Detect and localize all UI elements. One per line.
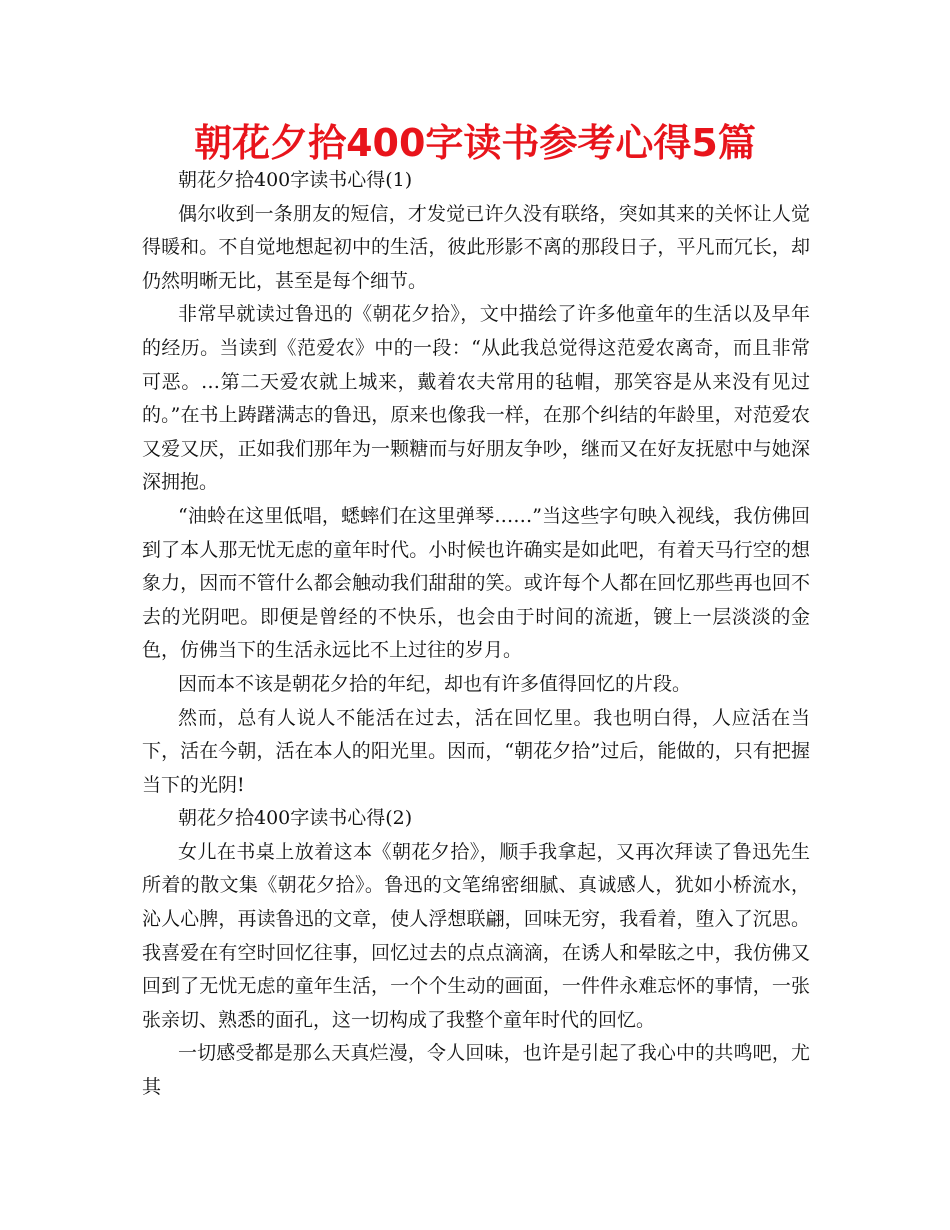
paragraph: 非常早就读过鲁迅的《朝花夕拾》，文中描绘了许多他童年的生活以及早年的经历。当读到《范爱农》中的一段：“从此我总觉得这范爱农离奇，而且非常可恶。…第二天爱农就上城来，戴着农夫常用的毡帽，那笑容是从来没有见过的。”在书上踌躇满志的鲁迅，原来也像我一样，在那个纠结的年龄里，对范爱农又爱又厌，正如我们那年为一颗糖而与好朋友争吵，继而又在好友抚慰中与她深深拥抱。: [142, 303, 810, 494]
paragraph: 偶尔收到一条朋友的短信，才发觉已许久没有联络，突如其来的关怀让人觉得暖和。不自觉地想起初中的生活，彼此形影不离的那段日子，平凡而冗长，却仍然明晰无比，甚至是每个细节。: [142, 202, 810, 292]
paragraph: 一切感受都是那么天真烂漫，令人回味，也许是引起了我心中的共鸣吧，尤其: [142, 1042, 810, 1099]
document-body: [142, 164, 810, 1105]
section-heading-1: 朝花夕拾400字读书心得(1): [178, 169, 413, 191]
section-heading-2: 朝花夕拾400字读书心得(2): [178, 807, 413, 830]
paragraph: “油蛉在这里低唱，蟋蟀们在这里弹琴……”当这些字句映入视线，我仿佛回到了本人那无忧无虑的童年时代。小时候也许确实是如此吧，有着天马行空的想象力，因而不管什么都会触动我们甜甜的笑。或许每个人都在回忆那些再也回不去的光阴吧。即便是曾经的不快乐，也会由于时间的流逝，镀上一层淡淡的金色，仿佛当下的生活永远比不上过往的岁月。: [142, 504, 810, 662]
paragraph: 因而本不该是朝花夕拾的年纪，却也有许多值得回忆的片段。: [178, 672, 692, 695]
paragraph: 然而，总有人说人不能活在过去，活在回忆里。我也明白得，人应活在当下，活在今朝，活在本人的阳光里。因而，“朝花夕拾”过后，能做的，只有把握当下的光阴!: [142, 706, 810, 796]
paragraph: 女儿在书桌上放着这本《朝花夕拾》，顺手我拿起，又再次拜读了鲁迅先生所着的散文集《朝花夕拾》。鲁迅的文笔绵密细腻、真诚感人，犹如小桥流水，沁人心脾，再读鲁迅的文章，使人浮想联翩，回味无穷，我看着，堕入了沉思。我喜爱在有空时回忆往事，回忆过去的点点滴滴，在诱人和晕眩之中，我仿佛又回到了无忧无虑的童年生活，一个个生动的画面，一件件永难忘怀的事情，一张张亲切、熟悉的面孔，这一切构成了我整个童年时代的回忆。: [142, 840, 810, 1031]
document-title: 朝花夕拾400字读书参考心得5篇: [194, 121, 756, 165]
